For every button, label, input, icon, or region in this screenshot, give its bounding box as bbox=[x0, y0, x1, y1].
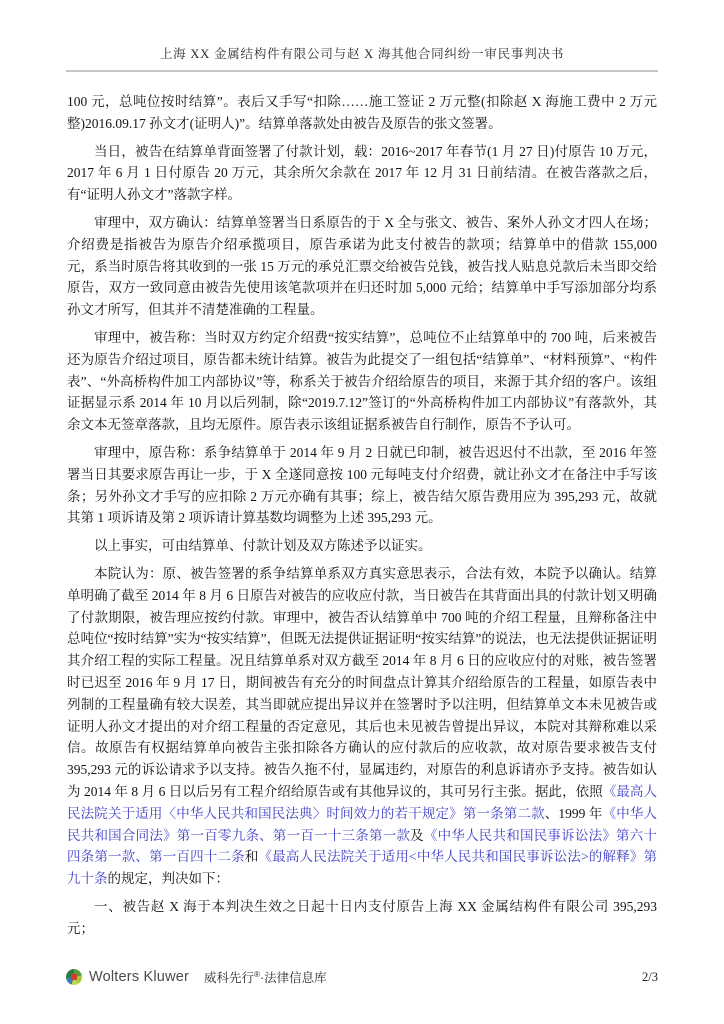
document-title: 上海 XX 金属结构件有限公司与赵 X 海其他合同纠纷一审民事判决书 bbox=[159, 47, 565, 61]
product-name-text: 威科先行 bbox=[204, 971, 255, 985]
text-segment: 100 元，总吨位按时结算”。表后又手写“扣除……施工签证 2 万元整(扣除赵 X 海施工费中 2 万元整)2016.09.17 孙文才(证明人)”。结算单落款处由被告及原告的张文签署。 bbox=[67, 94, 657, 131]
text-segment: 的规定，判决如下： bbox=[107, 871, 229, 887]
paragraph bbox=[67, 896, 657, 940]
text-segment: 以上事实，可由结算单、付款计划及双方陈述予以证实。 bbox=[94, 538, 432, 554]
paragraph bbox=[67, 535, 657, 557]
wolters-kluwer-logo-icon bbox=[66, 969, 82, 985]
text-segment: 、1999 年 bbox=[544, 805, 603, 821]
statute-link[interactable]: 《最高人民法院关于适用〈中华人民共和国民法典〉时间效力的若干规定》第一条第二款 bbox=[67, 783, 657, 821]
header-divider bbox=[66, 70, 658, 72]
brand-name: Wolters Kluwer bbox=[89, 969, 190, 985]
text-segment: 当日，被告在结算单背面签署了付款计划，载：2016~2017 年春节(1 月 27 日)付原告 10 万元，2017 年 6 月 1 日付原告 20 万元，其余所欠余款在 2017 年 12 月 31 日前结清。在被告落款之后，有“证明人孙文才”落款字样。 bbox=[67, 143, 657, 203]
paragraph bbox=[67, 327, 657, 436]
document-body bbox=[67, 91, 657, 939]
document-header bbox=[0, 0, 724, 72]
statute-link[interactable]: 《中华人民共和国合同法》第一百零九条、第一百一十三条第一款 bbox=[67, 805, 658, 843]
statute-link[interactable]: 《最高人民法院关于适用<中华人民共和国民事诉讼法>的解释》第九十条 bbox=[67, 849, 658, 887]
registered-mark: ® bbox=[254, 969, 260, 979]
page-number: 2/3 bbox=[642, 969, 658, 984]
statute-link[interactable]: 《中华人民共和国民事诉讼法》第六十四条第一款、第一百四十二条 bbox=[67, 827, 658, 865]
paragraph bbox=[67, 212, 657, 321]
text-segment: 和 bbox=[244, 849, 259, 865]
paragraph bbox=[67, 563, 657, 890]
text-segment: 本院认为：原、被告签署的系争结算单系双方真实意思表示，合法有效，本院予以确认。结算单明确了截至 2014 年 8 月 6 日原告对被告的应收应付款，当日被告在其背面出具的付款计划又明确了付款期限，被告理应按约付款。审理中，被告否认结算单中 700 吨的介绍工程量，且辩称备注中总吨位“按时结算”实为“按实结算”，但既无法提供证据证明“按实结算”的说法，也无法提供证据证明其介绍工程的实际工程量。况且结算单系对双方截至 2014 年 8 月 6 日的应收应付的对账，被告签署时已迟至 2016 年 9 月 17 日，期间被告有充分的时间盘点计算其介绍给原告的工程量，如原告表中列制的工程量确有较大误差，其当即就应提出异议并在签署时予以注明，但结算单文本未见被告或证明人孙文才提出的对介绍工程量的否定意见，其后也未见被告曾提出异议，本院对其辩称难以采信。故原告有权据结算单向被告主张扣除各方确认的应付款后的应收款，故对原告要求被告支付 395,293 元的诉讼请求予以支持。被告久拖不付，显属违约，对原告的利息诉请亦予支持。被告如认为 2014 年 8 月 6 日以后另有工程介绍给原告或有其他异议的，其可另行主张。据此，依照 bbox=[67, 565, 657, 799]
paragraph bbox=[67, 141, 657, 206]
text-segment: 一、被告赵 X 海于本判决生效之日起十日内支付原告上海 XX 金属结构件有限公司 395,293 元； bbox=[67, 898, 657, 936]
document-footer bbox=[66, 968, 658, 986]
paragraph bbox=[67, 442, 657, 529]
text-segment: 审理中，双方确认：结算单签署当日系原告的于 X 全与张文、被告、案外人孙文才四人在场；介绍费是指被告为原告介绍承揽项目，原告承诺为此支付被告的款项；结算单中的借款 155,000 元，系当时原告将其收到的一张 15 万元的承兑汇票交给被告兑钱，被告找人贴息兑款后未当即交给原告，双方一致同意由被告先使用该笔款项并在归还时加 5,000 元给；结算单中手写添加部分均系孙文才所写，但其并不清楚准确的工程量。 bbox=[67, 214, 657, 318]
text-segment: 及 bbox=[410, 827, 424, 843]
text-segment: 审理中，被告称：当时双方约定介绍费“按实结算”，总吨位不止结算单中的 700 吨，后来被告还为原告介绍过项目，原告都未统计结算。被告为此提交了一组包括“结算单”、“材料预算”、“构件表”、“外高桥构件加工内部协议”等，称系关于被告介绍给原告的项目，来源于其介绍的客户。该组证据显示系 2014 年 10 月以后列制，除“2019.7.12”签订的“外高桥构件加工内部协议”有落款外，其余文本无签章落款，且均无原件。原告表示该组证据系被告自行制作，原告不予认可。 bbox=[67, 329, 657, 433]
product-name bbox=[204, 968, 327, 986]
paragraph bbox=[67, 91, 657, 135]
text-segment: 审理中，原告称：系争结算单于 2014 年 9 月 2 日就已印制，被告迟迟付不出款，至 2016 年签署当日其要求原告再让一步，于 X 全遂同意按 100 元每吨支付介绍费，就让孙文才在备注中手写该条；另外孙文才手写的应扣除 2 万元亦确有其事；综上，被告结欠原告费用应为 395,293 元，故就其第 1 项诉请及第 2 项诉请计算基数均调整为上述 395,293 元。 bbox=[67, 444, 657, 526]
product-suffix-text: ·法律信息库 bbox=[259, 971, 327, 985]
